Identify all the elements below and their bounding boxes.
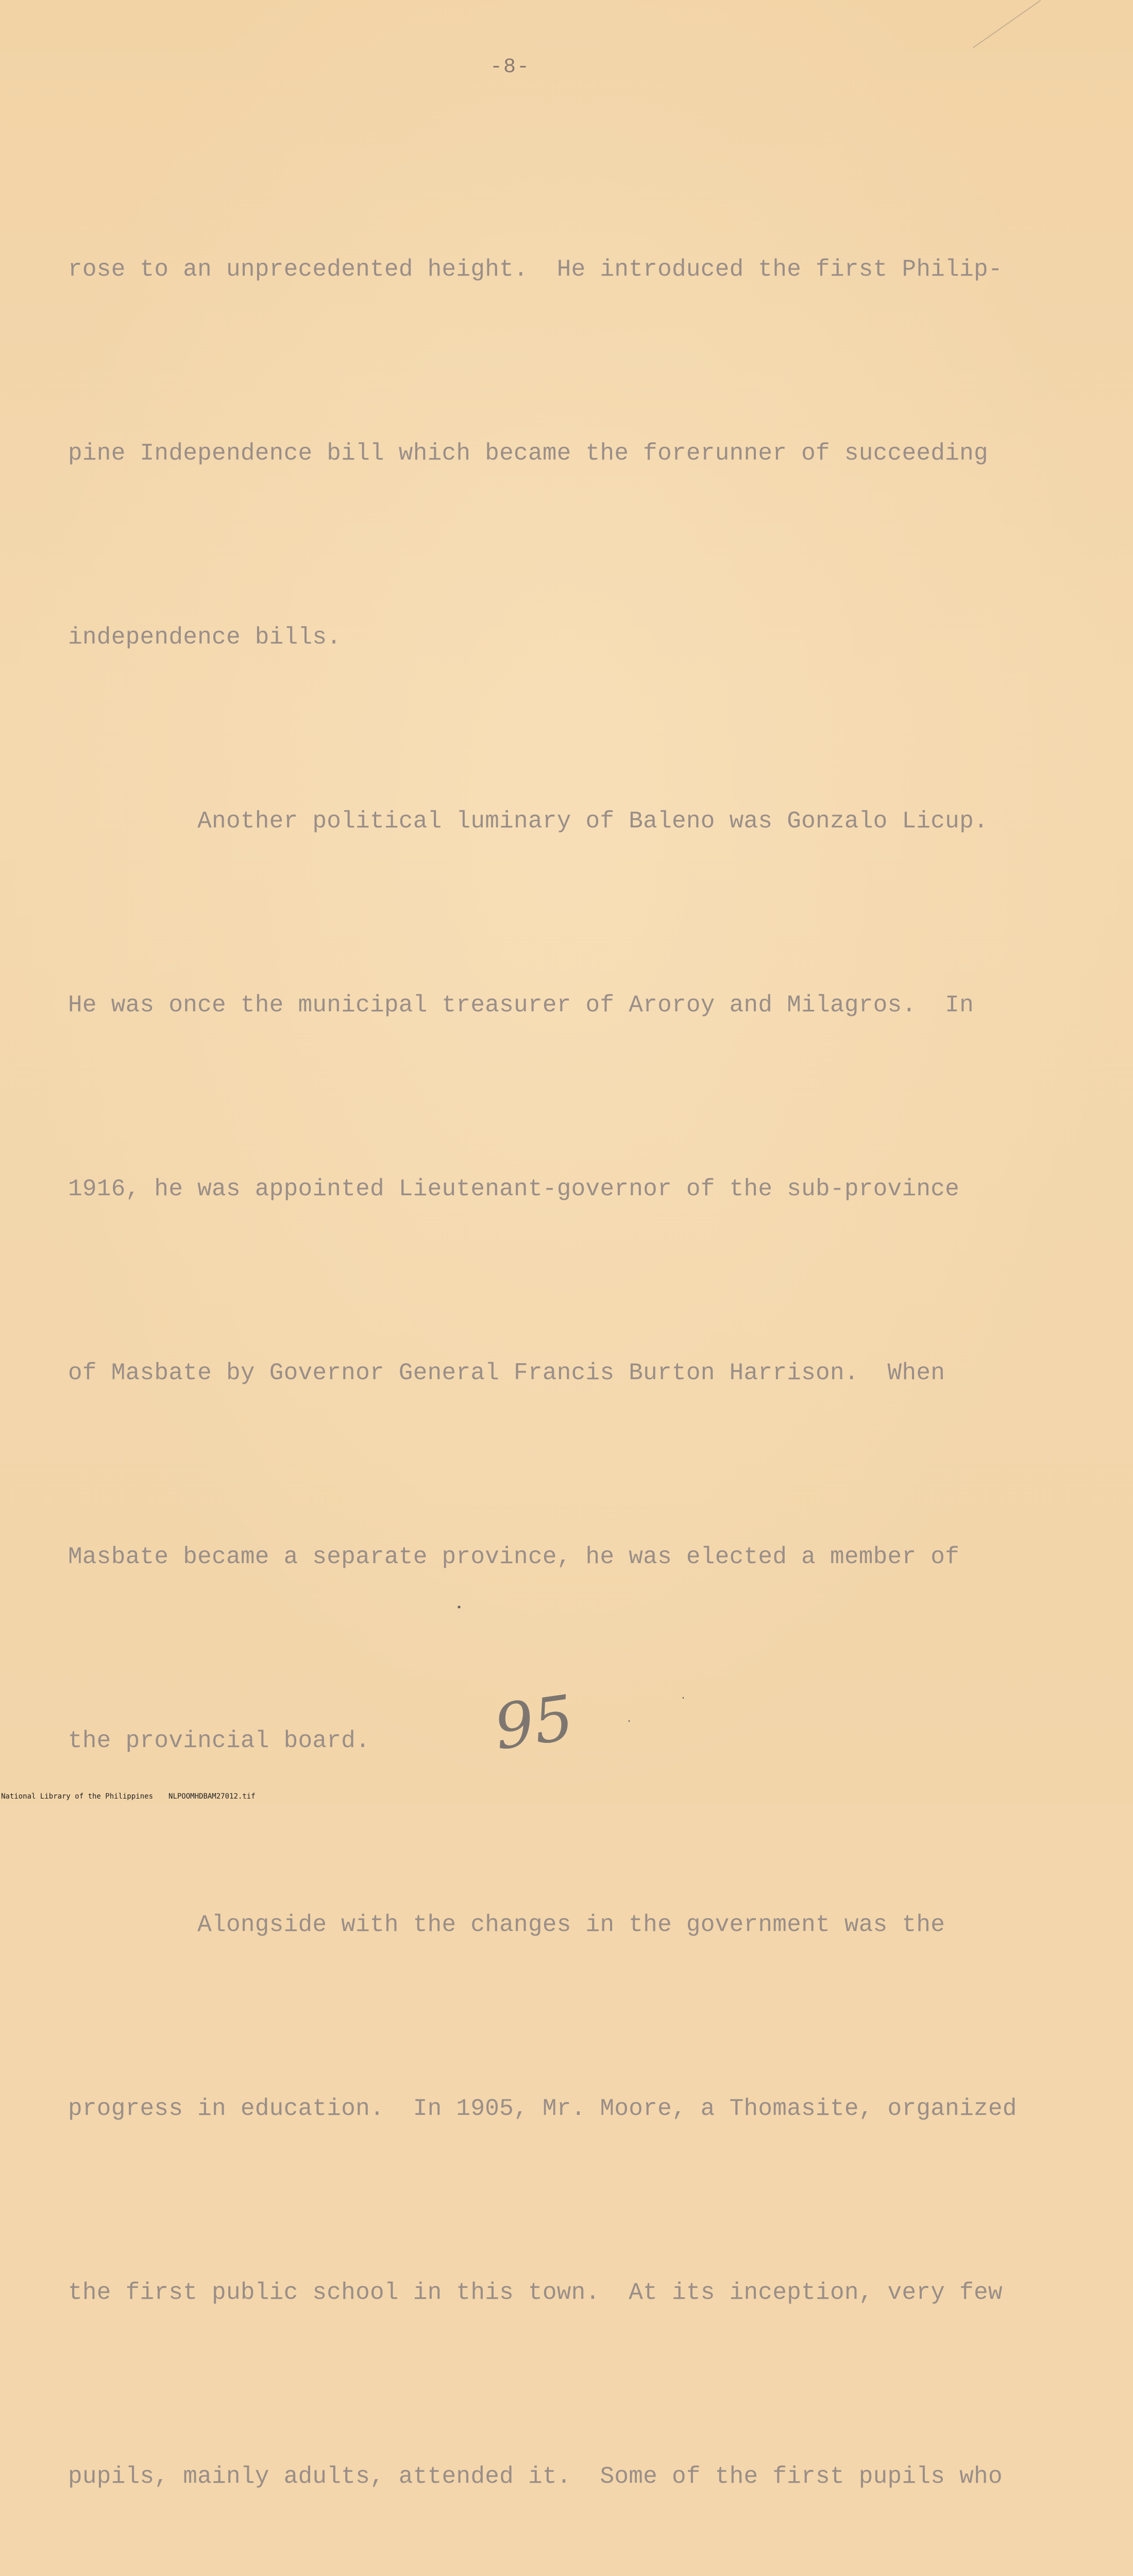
text-line: He was once the municipal treasurer of Aroroy and Milagros. In [68,992,974,1019]
archive-footer [1,1791,1133,1802]
text-line: Masbate became a separate province, he was elected a member of [68,1544,960,1570]
stray-dot: · [626,1716,633,1727]
text-line: progress in education. In 1905, Mr. Moore, a Thomasite, organized [68,2095,1017,2122]
text-line: 1916, he was appointed Lieutenant-governor of the sub-province [68,1176,960,1202]
corner-mark [973,0,1041,48]
footer-file-id: NLPOOMHDBAM27012.tif [168,1792,256,1801]
text-line: pine Independence bill which became the forerunner of succeeding [68,440,988,467]
text-line: Another political luminary of Baleno was Gonzalo Licup. [68,808,988,835]
text-line: pupils, mainly adults, attended it. Some of the first pupils who [68,2463,1003,2490]
text-line: independence bills. [68,624,342,651]
footer-library: National Library of the Philippines [1,1792,154,1801]
text-line: the first public school in this town. At its inception, very few [68,2279,1003,2306]
handwritten-page-number: 95 [490,1682,578,1764]
typed-text-body [68,116,1078,2576]
text-line: of Masbate by Governor General Francis Burton Harrison. When [68,1360,945,1386]
text-line: rose to an unprecedented height. He introduced the first Philip- [68,256,1003,283]
page-number: -8- [489,56,530,79]
text-line: the provincial board. [68,1727,370,1754]
stray-dot: · [680,1692,687,1704]
stray-dot: • [456,1602,463,1614]
text-line: Alongside with the changes in the government was the [68,1911,945,1938]
